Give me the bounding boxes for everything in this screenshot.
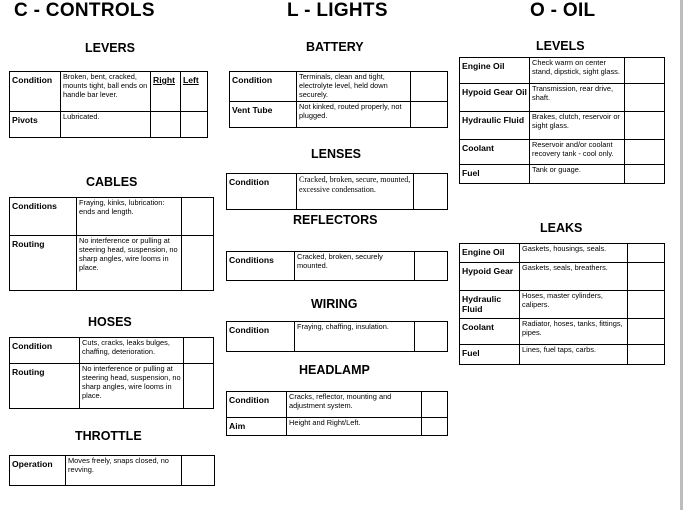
battery-title: BATTERY — [306, 40, 364, 54]
table-row — [227, 252, 448, 281]
row-label: Routing — [10, 236, 77, 291]
check-cell[interactable] — [628, 319, 665, 345]
row-label: Operation — [10, 456, 66, 486]
leaks-table — [459, 243, 665, 365]
row-description: Cuts, cracks, leaks bulges, chaffing, deterioration. — [80, 338, 184, 364]
check-cell[interactable] — [184, 364, 214, 409]
row-label: Conditions — [10, 198, 77, 236]
row-description: Broken, bent, cracked, mounts tight, ball ends on handle bar lever. — [61, 72, 151, 112]
row-label: Hypoid Gear — [460, 263, 520, 291]
table-row — [460, 140, 665, 165]
lights-column-title: L - LIGHTS — [287, 0, 388, 21]
right-column-header: Right — [151, 72, 181, 112]
left-column-header: Left — [181, 72, 208, 112]
battery-table — [229, 71, 448, 128]
table-row — [10, 338, 214, 364]
check-cell[interactable] — [625, 140, 665, 165]
row-description: Lines, fuel taps, carbs. — [520, 345, 628, 365]
table-row — [460, 263, 665, 291]
row-description: Fraying, kinks, lubrication: ends and length. — [77, 198, 182, 236]
hoses-table — [9, 337, 214, 409]
table-row — [227, 418, 448, 436]
row-description: Check warm on center stand, dipstick, sight glass. — [530, 58, 625, 84]
table-row — [10, 198, 214, 236]
row-description: No interference or pulling at steering head, suspension, no sharp angles, wire looms in place. — [77, 236, 182, 291]
row-description: Tank or guage. — [530, 165, 625, 184]
headlamp-table — [226, 391, 448, 436]
wiring-table — [226, 321, 448, 352]
table-row — [10, 72, 208, 112]
table-row — [460, 165, 665, 184]
hoses-title: HOSES — [88, 315, 132, 329]
row-description: Height and Right/Left. — [287, 418, 422, 436]
check-cell[interactable] — [182, 236, 214, 291]
row-label: Coolant — [460, 140, 530, 165]
table-row — [230, 101, 448, 127]
row-label: Condition — [227, 322, 295, 352]
row-description: Gaskets, seals, breathers. — [520, 263, 628, 291]
row-description: Reservoir and/or coolant recovery tank - cool only. — [530, 140, 625, 165]
row-label: Engine Oil — [460, 58, 530, 84]
check-cell[interactable] — [628, 345, 665, 365]
table-row — [460, 244, 665, 263]
row-label: Conditions — [227, 252, 295, 281]
leaks-title: LEAKS — [540, 221, 583, 235]
row-description: Cracks, reflector, mounting and adjustment system. — [287, 392, 422, 418]
check-cell[interactable] — [411, 101, 448, 127]
table-row — [227, 174, 448, 210]
row-label: Hydraulic Fluid — [460, 291, 520, 319]
table-row — [230, 72, 448, 102]
row-description: Lubricated. — [61, 112, 151, 138]
oil-column-title: O - OIL — [530, 0, 596, 21]
reflectors-title: REFLECTORS — [293, 213, 378, 227]
wiring-title: WIRING — [311, 297, 358, 311]
row-label: Fuel — [460, 165, 530, 184]
cables-table — [9, 197, 214, 291]
check-cell[interactable] — [625, 58, 665, 84]
row-label: Condition — [10, 72, 61, 112]
levers-table — [9, 71, 208, 138]
row-label: Aim — [227, 418, 287, 436]
row-label: Pivots — [10, 112, 61, 138]
row-description: Radiator, hoses, tanks, fittings, pipes. — [520, 319, 628, 345]
check-cell-left[interactable] — [181, 112, 208, 138]
table-row — [227, 392, 448, 418]
table-row — [10, 364, 214, 409]
row-label: Routing — [10, 364, 80, 409]
table-row — [10, 236, 214, 291]
row-description: Moves freely, snaps closed, no revving. — [66, 456, 182, 486]
row-label: Fuel — [460, 345, 520, 365]
levels-title: LEVELS — [536, 39, 585, 53]
throttle-table — [9, 455, 215, 486]
row-label: Condition — [227, 392, 287, 418]
lenses-title: LENSES — [311, 147, 362, 161]
check-cell[interactable] — [415, 252, 448, 281]
check-cell[interactable] — [414, 174, 448, 210]
check-cell[interactable] — [184, 338, 214, 364]
row-label: Coolant — [460, 319, 520, 345]
check-cell[interactable] — [411, 72, 448, 102]
row-label: Condition — [230, 72, 297, 102]
headlamp-title: HEADLAMP — [299, 363, 370, 377]
check-cell[interactable] — [182, 456, 215, 486]
row-label: Hydraulic Fluid — [460, 112, 530, 140]
check-cell[interactable] — [625, 165, 665, 184]
check-cell[interactable] — [422, 418, 448, 436]
row-description: Cracked, broken, secure, mounted, excessive condensation. — [297, 174, 414, 210]
lenses-table — [226, 173, 448, 210]
check-cell[interactable] — [422, 392, 448, 418]
table-row — [460, 84, 665, 112]
controls-column-title: C - CONTROLS — [14, 0, 155, 21]
row-label: Engine Oil — [460, 244, 520, 263]
check-cell[interactable] — [625, 112, 665, 140]
row-label: Condition — [10, 338, 80, 364]
table-row — [460, 112, 665, 140]
check-cell[interactable] — [628, 291, 665, 319]
row-label: Condition — [227, 174, 297, 210]
table-row — [227, 322, 448, 352]
throttle-title: THROTTLE — [75, 429, 142, 443]
check-cell[interactable] — [415, 322, 448, 352]
check-cell[interactable] — [625, 84, 665, 112]
row-description: Gaskets, housings, seals. — [520, 244, 628, 263]
check-cell[interactable] — [628, 263, 665, 291]
check-cell-right[interactable] — [151, 112, 181, 138]
check-cell[interactable] — [628, 244, 665, 263]
table-row — [460, 319, 665, 345]
row-description: Transmission, rear drive, shaft. — [530, 84, 625, 112]
table-row — [460, 58, 665, 84]
row-description: No interference or pulling at steering head, suspension, no sharp angles, wire looms in place. — [80, 364, 184, 409]
row-description: Brakes, clutch, reservoir or sight glass. — [530, 112, 625, 140]
row-description: Hoses, master cylinders, calipers. — [520, 291, 628, 319]
table-row — [460, 291, 665, 319]
row-label: Vent Tube — [230, 101, 297, 127]
cables-title: CABLES — [86, 175, 138, 189]
table-row — [460, 345, 665, 365]
row-description: Terminals, clean and tight, electrolyte level, held down securely. — [297, 72, 411, 102]
row-description: Not kinked, routed properly, not plugged. — [297, 101, 411, 127]
row-description: Fraying, chaffing, insulation. — [295, 322, 415, 352]
levers-title: LEVERS — [85, 41, 136, 55]
levels-table — [459, 57, 665, 184]
row-description: Cracked, broken, securely mounted. — [295, 252, 415, 281]
reflectors-table — [226, 251, 448, 281]
table-row — [10, 456, 215, 486]
row-label: Hypoid Gear Oil — [460, 84, 530, 112]
check-cell[interactable] — [182, 198, 214, 236]
table-row — [10, 112, 208, 138]
